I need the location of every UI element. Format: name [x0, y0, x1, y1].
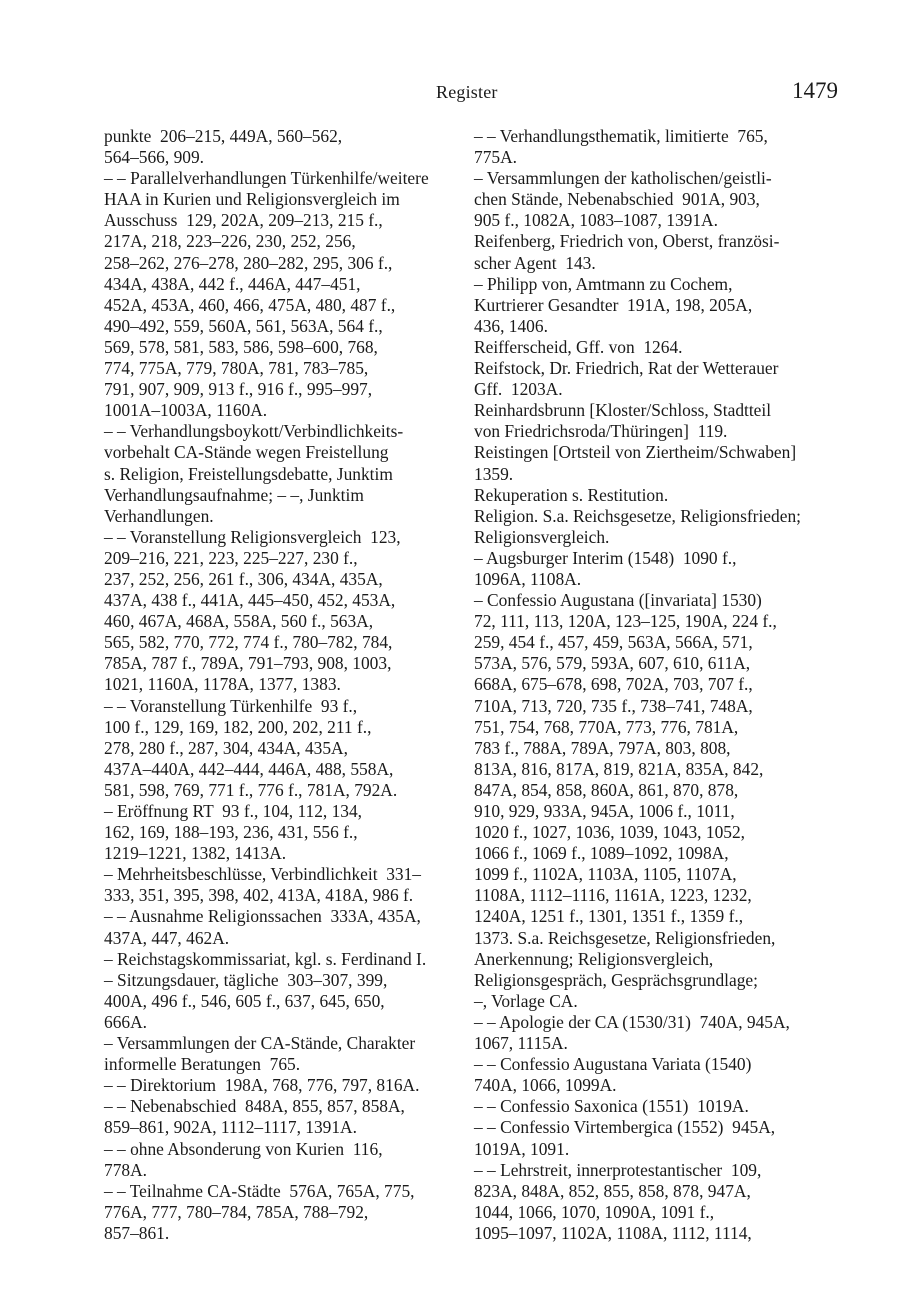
index-entry-line: – – Voranstellung Religionsvergleich 123, [104, 526, 401, 547]
index-entry-line: 666A. [104, 1011, 147, 1032]
index-entry-line: 237, 252, 256, 261 f., 306, 434A, 435A, [104, 568, 383, 589]
index-entry-line: 72, 111, 113, 120A, 123–125, 190A, 224 f., [474, 611, 777, 632]
index-entry [474, 358, 840, 400]
index-entry [104, 1096, 459, 1138]
index-entry [474, 1054, 840, 1096]
index-entry-line: Reifstock, Dr. Friedrich, Rat der Wetterauer [474, 358, 779, 379]
index-entry-line: Verhandlungsaufnahme; – –, Junktim [104, 484, 364, 505]
index-entry-line: 710A, 713, 720, 735 f., 738–741, 748A, [474, 695, 753, 716]
index-entry [104, 168, 459, 421]
index-entry-line: – Philipp von, Amtmann zu Cochem, [474, 273, 733, 294]
index-entry [104, 1033, 459, 1075]
index-entry-line: Religionsvergleich. [474, 526, 610, 547]
index-entry-line: 100 f., 129, 169, 182, 200, 202, 211 f., [104, 716, 372, 737]
index-entry [104, 421, 459, 526]
index-entry-line: Religionsgespräch, Gesprächsgrundlage; [474, 969, 758, 990]
index-entry [474, 485, 840, 506]
index-entry [474, 274, 840, 337]
index-entry-line: 490–492, 559, 560A, 561, 563A, 564 f., [104, 315, 383, 336]
index-entry-line: punkte 206–215, 449A, 560–562, [104, 126, 343, 146]
index-entry-line: – Confessio Augustana ([invariata] 1530) [474, 590, 762, 611]
index-entry-line: – – Lehrstreit, innerprotestantischer 109, [474, 1159, 762, 1180]
index-entry [104, 906, 459, 948]
index-entry-line: 460, 467A, 468A, 558A, 560 f., 563A, [104, 611, 374, 632]
index-entry-line: 400A, 496 f., 546, 605 f., 637, 645, 650, [104, 990, 385, 1011]
index-entry-line: – – Nebenabschied 848A, 855, 857, 858A, [104, 1096, 405, 1117]
index-entry-line: 1066 f., 1069 f., 1089–1092, 1098A, [474, 843, 729, 864]
index-entry-line: 437A–440A, 442–444, 446A, 488, 558A, [104, 758, 394, 779]
index-entry-line: 1099 f., 1102A, 1103A, 1105, 1107A, [474, 864, 737, 885]
index-entry-line: 1219–1221, 1382, 1413A. [104, 843, 287, 864]
index-entry-line: 259, 454 f., 457, 459, 563A, 566A, 571, [474, 632, 753, 653]
index-entry-line: Kurtrierer Gesandter 191A, 198, 205A, [474, 294, 753, 315]
index-entry-line: 785A, 787 f., 789A, 791–793, 908, 1003, [104, 653, 392, 674]
index-entry-line: 1096A, 1108A. [474, 568, 582, 589]
index-entry-line: chen Stände, Nebenabschied 901A, 903, [474, 189, 760, 210]
index-entry-line: – Mehrheitsbeschlüsse, Verbindlichkeit 331– [104, 864, 422, 885]
index-entry-line: 437A, 438 f., 441A, 445–450, 452, 453A, [104, 590, 396, 611]
index-entry-line: HAA in Kurien und Religionsvergleich im [104, 189, 400, 210]
index-entry-line: – – Confessio Saxonica (1551) 1019A. [474, 1096, 749, 1117]
index-entry-line: 1044, 1066, 1070, 1090A, 1091 f., [474, 1201, 715, 1222]
index-entry-line: 751, 754, 768, 770A, 773, 776, 781A, [474, 716, 739, 737]
index-entry-line: 1001A–1003A, 1160A. [104, 400, 268, 421]
index-entry-line: 217A, 218, 223–226, 230, 252, 256, [104, 231, 356, 252]
index-entry-line: 437A, 447, 462A. [104, 927, 230, 948]
index-entry [474, 1117, 840, 1159]
index-entry [104, 1075, 459, 1096]
index-entry [104, 696, 459, 801]
index-entry-line: Ausschuss 129, 202A, 209–213, 215 f., [104, 210, 383, 231]
index-entry-line: 1095–1097, 1102A, 1108A, 1112, 1114, [474, 1222, 752, 1243]
index-entry-line: von Friedrichsroda/Thüringen] 119. [474, 421, 728, 442]
index-entry [474, 442, 840, 484]
index-entry-line: Gff. 1203A. [474, 379, 563, 400]
index-entry-line: – – Direktorium 198A, 768, 776, 797, 816A. [104, 1075, 420, 1096]
index-entry-line: 1373. S.a. Reichsgesetze, Religionsfrieden, [474, 927, 776, 948]
index-entry-line: 778A. [104, 1159, 147, 1180]
index-entry-line: 859–861, 902A, 1112–1117, 1391A. [104, 1117, 357, 1138]
index-entry [474, 506, 840, 548]
index-entry-line: – Sitzungsdauer, tägliche 303–307, 399, [104, 969, 388, 990]
index-entry-line: 569, 578, 581, 583, 586, 598–600, 768, [104, 336, 378, 357]
index-entry [474, 590, 840, 1012]
index-entry-line: – – Confessio Augustana Variata (1540) [474, 1054, 752, 1075]
index-entry-line: 565, 582, 770, 772, 774 f., 780–782, 784, [104, 632, 393, 653]
index-entry-line: –, Vorlage CA. [474, 990, 578, 1011]
index-entry [474, 168, 840, 231]
index-entry-line: – Versammlungen der CA-Stände, Charakter [104, 1033, 416, 1054]
index-entry [104, 527, 459, 696]
index-entry [474, 400, 840, 442]
index-entry-line: – Augsburger Interim (1548) 1090 f., [474, 547, 737, 568]
index-entry-line: Religion. S.a. Reichsgesetze, Religionsfrieden; [474, 505, 801, 526]
index-entry-line: 905 f., 1082A, 1083–1087, 1391A. [474, 210, 718, 231]
index-entry-line: 1021, 1160A, 1178A, 1377, 1383. [104, 674, 341, 695]
index-entry-line: vorbehalt CA-Stände wegen Freistellung [104, 442, 389, 463]
index-entry-line: 258–262, 276–278, 280–282, 295, 306 f., [104, 252, 393, 273]
index-entry-line: 1108A, 1112–1116, 1161A, 1223, 1232, [474, 885, 752, 906]
index-entry [474, 1160, 840, 1244]
index-entry-line: 1020 f., 1027, 1036, 1039, 1043, 1052, [474, 822, 745, 843]
index-entry-line: scher Agent 143. [474, 252, 596, 273]
index-entry [474, 548, 840, 590]
index-entry-line: 452A, 453A, 460, 466, 475A, 480, 487 f., [104, 294, 396, 315]
index-entry-line: 333, 351, 395, 398, 402, 413A, 418A, 986 f. [104, 885, 414, 906]
index-entry-line: informelle Beratungen 765. [104, 1054, 301, 1075]
index-entry [474, 231, 840, 273]
index-entry-line: 668A, 675–678, 698, 702A, 703, 707 f., [474, 674, 753, 695]
index-entry-line: – – Teilnahme CA-Städte 576A, 765A, 775, [104, 1180, 415, 1201]
index-entry [474, 1012, 840, 1054]
index-entry-line: – – Ausnahme Religionssachen 333A, 435A, [104, 906, 421, 927]
index-entry-line: 581, 598, 769, 771 f., 776 f., 781A, 792A. [104, 779, 398, 800]
index-entry-line: – – Verhandlungsboykott/Verbindlichkeits- [104, 421, 404, 442]
running-head [0, 78, 900, 108]
index-entry-line: – – Voranstellung Türkenhilfe 93 f., [104, 695, 358, 716]
index-entry [474, 337, 840, 358]
index-entry-line: 775A. [474, 147, 517, 168]
index-entry-line: 436, 1406. [474, 315, 548, 336]
index-entry-line: Verhandlungen. [104, 505, 214, 526]
index-entry-line: Reifferscheid, Gff. von 1264. [474, 336, 683, 357]
index-entry [104, 864, 459, 906]
index-entry-line: s. Religion, Freistellungsdebatte, Junktim [104, 463, 393, 484]
index-entry-line: 1359. [474, 463, 514, 484]
index-entry-line: 1067, 1115A. [474, 1033, 568, 1054]
index-entry [474, 126, 840, 168]
index-entry-line: 573A, 576, 579, 593A, 607, 610, 611A, [474, 653, 751, 674]
index-entry-line: 774, 775A, 779, 780A, 781, 783–785, [104, 358, 369, 379]
index-entry-line: Reifenberg, Friedrich von, Oberst, französi- [474, 231, 780, 252]
index-entry-line: 791, 907, 909, 913 f., 916 f., 995–997, [104, 379, 373, 400]
index-entry-line: Anerkennung; Religionsvergleich, [474, 948, 714, 969]
index-entry-line: 823A, 848A, 852, 855, 858, 878, 947A, [474, 1180, 751, 1201]
index-entry-line: – Eröffnung RT 93 f., 104, 112, 134, [104, 801, 363, 821]
index-entry-line: Reinhardsbrunn [Kloster/Schloss, Stadtteil [474, 400, 772, 421]
index-entry [104, 126, 459, 168]
index-entry-line: – – ohne Absonderung von Kurien 116, [104, 1138, 383, 1159]
index-entry-line: 1019A, 1091. [474, 1138, 570, 1159]
index-entry-line: 209–216, 221, 223, 225–227, 230 f., [104, 547, 358, 568]
index-entry [104, 1181, 459, 1244]
index-entry-line: 783 f., 788A, 789A, 797A, 803, 808, [474, 737, 731, 758]
index-entry-line: 910, 929, 933A, 945A, 1006 f., 1011, [474, 801, 735, 821]
running-title: Register [436, 82, 498, 102]
index-entry-line: – Reichstagskommissariat, kgl. s. Ferdinand I. [104, 948, 427, 969]
index-entry-line: 740A, 1066, 1099A. [474, 1075, 617, 1096]
index-entry-line: – – Confessio Virtembergica (1552) 945A, [474, 1117, 776, 1138]
index-entry [104, 949, 459, 970]
index-entry-line: 847A, 854, 858, 860A, 861, 870, 878, [474, 779, 739, 800]
index-entry-line: Rekuperation s. Restitution. [474, 484, 669, 505]
index-column-right [474, 126, 840, 1244]
index-entry [104, 1139, 459, 1181]
index-column-left [104, 126, 459, 1244]
index-entry-line: – – Apologie der CA (1530/31) 740A, 945A, [474, 1011, 790, 1032]
index-entry [104, 801, 459, 864]
index-entry-line: – Versammlungen der katholischen/geistli- [474, 168, 772, 189]
page-number: 1479 [792, 78, 838, 103]
index-entry-line: 564–566, 909. [104, 147, 204, 168]
index-entry-line: Reistingen [Ortsteil von Ziertheim/Schwaben] [474, 442, 797, 463]
index-entry [474, 1096, 840, 1117]
index-entry-line: 278, 280 f., 287, 304, 434A, 435A, [104, 737, 348, 758]
index-entry-line: – – Verhandlungsthematik, limitierte 765, [474, 126, 768, 146]
index-entry-line: 776A, 777, 780–784, 785A, 788–792, [104, 1201, 369, 1222]
index-entry-line: 162, 169, 188–193, 236, 431, 556 f., [104, 822, 358, 843]
index-entry-line: 434A, 438A, 442 f., 446A, 447–451, [104, 273, 361, 294]
index-entry-line: 857–861. [104, 1222, 170, 1243]
index-entry-line: – – Parallelverhandlungen Türkenhilfe/weitere [104, 168, 429, 189]
index-entry-line: 813A, 816, 817A, 819, 821A, 835A, 842, [474, 758, 764, 779]
index-entry-line: 1240A, 1251 f., 1301, 1351 f., 1359 f., [474, 906, 744, 927]
index-entry [104, 970, 459, 1033]
